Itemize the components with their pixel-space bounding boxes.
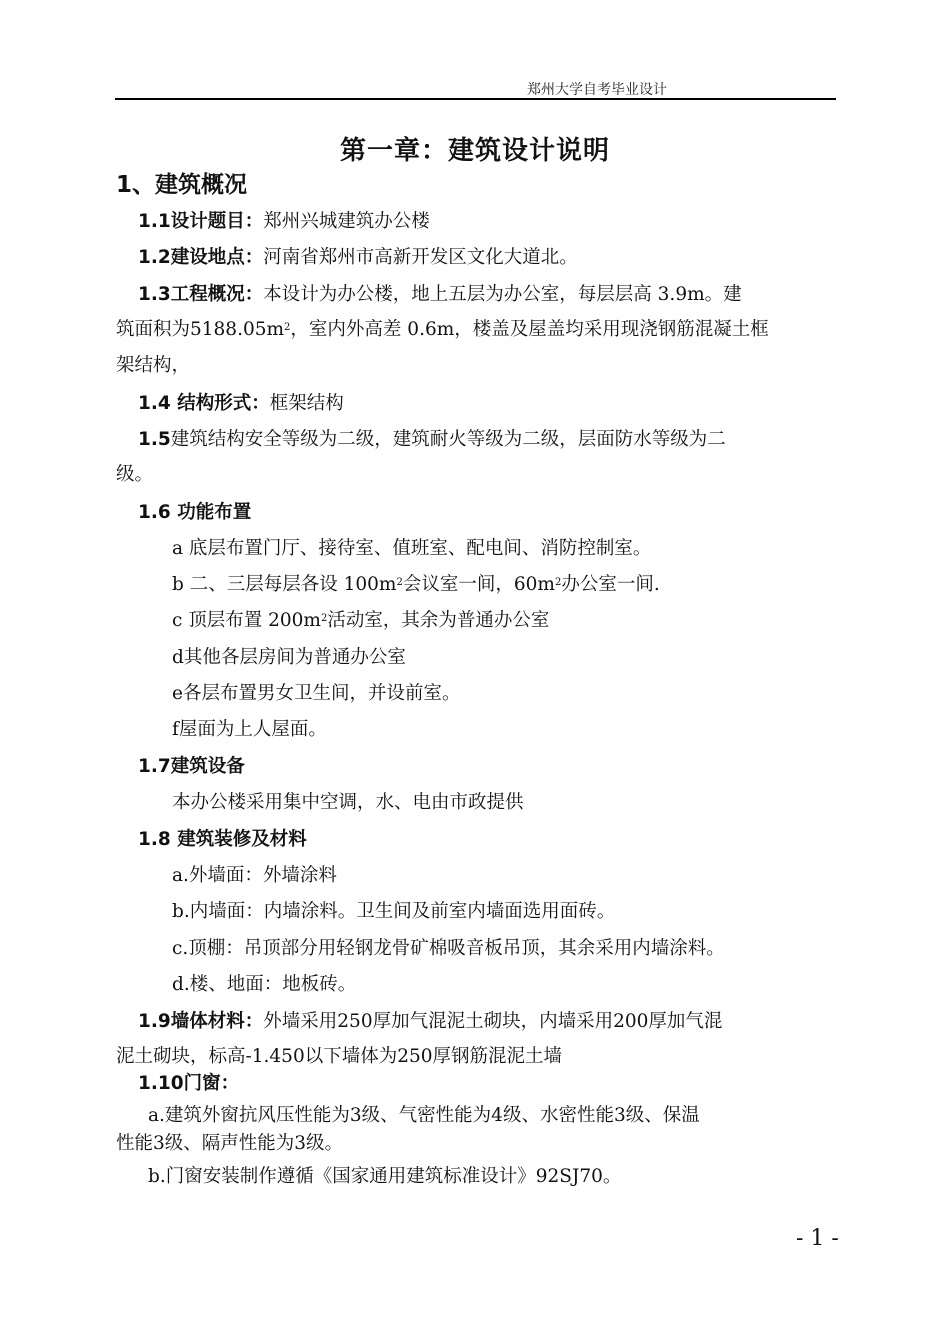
header-text: 郑州大学自考毕业设计 xyxy=(527,82,667,98)
section-heading: 1、建筑概况 xyxy=(116,172,248,198)
item-text: 外墙采用250厚加气混泥土砌块，内墙采用200厚加气混 xyxy=(263,1011,723,1032)
item-text: 郑州兴城建筑办公楼 xyxy=(263,211,430,232)
item-1-3-line3 xyxy=(116,354,190,378)
item-text: 框架结构 xyxy=(269,393,344,414)
item-1-10-a-line2: 性能3级、隔声性能为3级。 xyxy=(116,1133,344,1154)
superscript: 2 xyxy=(396,577,403,588)
chapter-title: 第一章：建筑设计说明 xyxy=(339,136,610,166)
item-1-6-a: a 底层布置门厅、接待室、值班室、配电间、消防控制室。 xyxy=(172,538,652,559)
item-1-3 xyxy=(138,283,742,307)
superscript: 2 xyxy=(554,577,562,588)
item-1-2 xyxy=(138,246,578,270)
item-label: 1.9墙体材料： xyxy=(138,1011,264,1032)
item-text: 河南省郑州市高新开发区文化大道北。 xyxy=(263,247,578,268)
item-1-7-text: 本办公楼采用集中空调，水、电由市政提供 xyxy=(172,792,524,813)
item-1-6-c xyxy=(172,609,549,633)
item-label: 1.5 xyxy=(138,429,171,450)
item-1-8-d: d.楼、地面：地板砖。 xyxy=(172,974,357,995)
item-1-10-a: a.建筑外窗抗风压性能为3级、气密性能为4级、水密性能3级、保温 xyxy=(148,1105,700,1126)
item-1-6-e: e各层布置男女卫生间，并设前室。 xyxy=(172,683,461,704)
item-1-6-heading: 1.6 功能布置 xyxy=(138,502,252,523)
item-text: c 顶层布置 200m xyxy=(172,610,321,631)
item-label: 1.1设计题目： xyxy=(138,211,264,232)
item-1-3-line2 xyxy=(116,318,769,342)
item-label: 1.2建设地点： xyxy=(138,247,264,268)
item-1-7-heading: 1.7建筑设备 xyxy=(138,756,245,777)
item-text: 会议室一间，60m xyxy=(402,574,555,595)
item-1-8-b: b.内墙面：内墙涂料。卫生间及前室内墙面选用面砖。 xyxy=(172,901,616,922)
item-text: 建筑结构安全等级为二级，建筑耐火等级为二级，层面防水等级为二 xyxy=(170,429,726,450)
item-text: ，室内外高差 0.6m，楼盖及屋盖均采用现浇钢筋混凝土框 xyxy=(290,319,769,340)
superscript: 2 xyxy=(284,322,291,333)
item-label: 1.4 结构形式： xyxy=(138,393,270,414)
superscript: 2 xyxy=(320,613,328,624)
item-text: b 二、三层每层各设 100m xyxy=(172,574,397,595)
item-text: 本设计为办公楼，地上五层为办公室，每层层高 3.9m。建 xyxy=(263,284,742,305)
item-text: 办公室一间. xyxy=(561,574,660,595)
item-1-6-d: d其他各层房间为普通办公室 xyxy=(172,647,406,668)
item-1-6-b xyxy=(172,573,660,597)
item-1-8-c: c.顶棚：吊顶部分用轻钢龙骨矿棉吸音板吊顶，其余采用内墙涂料。 xyxy=(172,938,725,959)
item-1-4 xyxy=(138,392,344,416)
item-1-9-line2: 泥土砌块，标高-1.450以下墙体为250厚钢筋混泥土墙 xyxy=(116,1046,563,1067)
item-text: 活动室，其余为普通办公室 xyxy=(327,610,550,631)
page-number: - 1 - xyxy=(796,1226,839,1251)
item-1-10-b: b.门窗安装制作遵循《国家通用建筑标准设计》92SJ70。 xyxy=(148,1166,622,1187)
item-1-10-heading: 1.10门窗： xyxy=(138,1073,240,1094)
page-header xyxy=(115,76,836,100)
item-1-8-heading: 1.8 建筑装修及材料 xyxy=(138,829,307,850)
item-1-9 xyxy=(138,1010,722,1034)
item-text: 筑面积为5188.05m xyxy=(116,319,285,340)
item-1-5 xyxy=(138,428,726,452)
item-1-6-f: f屋面为上人屋面。 xyxy=(172,719,327,740)
item-1-1 xyxy=(138,210,430,234)
item-1-5-line2 xyxy=(116,463,153,487)
item-label: 1.3工程概况： xyxy=(138,284,264,305)
item-1-8-a: a.外墙面：外墙涂料 xyxy=(172,865,337,886)
item-text: 级。 xyxy=(116,464,154,485)
item-text: 架结构， xyxy=(116,355,191,376)
